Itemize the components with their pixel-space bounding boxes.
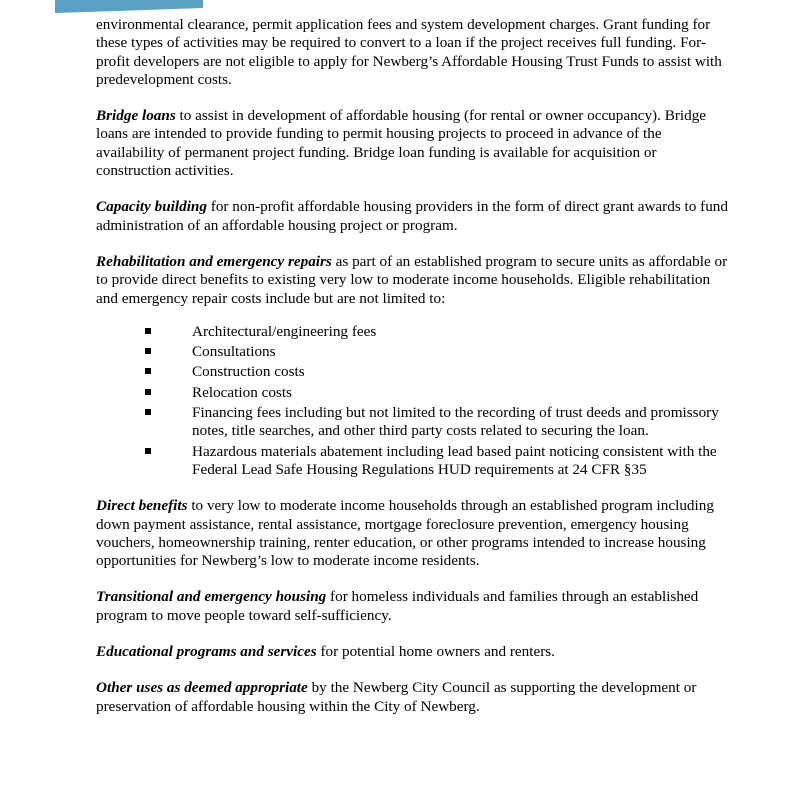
list-item bbox=[96, 363, 731, 381]
rehabilitation-text: as part of an established program to secure units as affordable or to provide direct benefits to existing very low to moderate income households. Eligible rehabilitation and emergency repair costs include but are not limited to: bbox=[96, 252, 728, 307]
list-item-text: Consultations bbox=[192, 343, 276, 361]
list-item bbox=[96, 404, 731, 441]
transitional-housing-text: for homeless individuals and families through an established program to move people toward self-sufficiency. bbox=[96, 588, 699, 624]
capacity-building-text: for non-profit affordable housing providers in the form of direct grant awards to fund administration of an affordable housing project or program. bbox=[96, 198, 728, 234]
square-bullet-icon bbox=[145, 389, 151, 395]
document-page bbox=[96, 16, 731, 734]
bridge-loans-paragraph bbox=[96, 107, 731, 180]
list-item bbox=[96, 343, 731, 361]
square-bullet-icon bbox=[145, 448, 151, 454]
educational-programs-paragraph bbox=[96, 643, 731, 661]
bridge-loans-text: to assist in development of affordable housing (for rental or owner occupancy). Bridge loans are intended to provide funding to permit housing projects to proceed in advance of the availability of permanent project funding. Bridge loan funding is available for acquisition or construction activities. bbox=[96, 107, 707, 180]
educational-programs-text: for potential home owners and renters. bbox=[316, 643, 555, 661]
other-uses-paragraph bbox=[96, 679, 731, 716]
list-item-text: Architectural/engineering fees bbox=[192, 322, 377, 340]
direct-benefits-heading: Direct benefits bbox=[96, 497, 188, 515]
square-bullet-icon bbox=[145, 409, 151, 415]
direct-benefits-text: to very low to moderate income households through an established program including down payment assistance, rental assistance, mortgage foreclosure prevention, emergency housing vouchers, homeownership training, renter education, or other programs intended to increase housing opportunities for Newberg’s low to moderate income residents. bbox=[96, 497, 714, 570]
educational-programs-heading: Educational programs and services bbox=[96, 643, 317, 661]
capacity-building-paragraph bbox=[96, 198, 731, 235]
eligible-costs-list bbox=[96, 323, 731, 479]
list-item-text: Hazardous materials abatement including lead based paint noticing consistent with the Federal Lead Safe Housing Regulations HUD requirements at 24 CFR §35 bbox=[192, 442, 717, 478]
other-uses-heading: Other uses as deemed appropriate bbox=[96, 679, 308, 697]
intro-paragraph: environmental clearance, permit application fees and system development charges. Grant funding for these types of activities may be required to convert to a loan if the project receives full funding. For-profit developers are not eligible to apply for Newberg’s Affordable Housing Trust Funds to assist with predevelopment costs. bbox=[96, 16, 722, 88]
list-item bbox=[96, 323, 731, 341]
direct-benefits-paragraph bbox=[96, 497, 731, 570]
rehabilitation-paragraph bbox=[96, 253, 731, 308]
list-item-text: Relocation costs bbox=[192, 383, 292, 401]
transitional-housing-paragraph bbox=[96, 588, 731, 625]
list-item-text: Construction costs bbox=[192, 363, 305, 381]
rehabilitation-heading: Rehabilitation and emergency repairs bbox=[96, 252, 332, 270]
bridge-loans-heading: Bridge loans bbox=[96, 107, 176, 125]
list-item bbox=[96, 384, 731, 402]
capacity-building-heading: Capacity building bbox=[96, 198, 207, 216]
transitional-housing-heading: Transitional and emergency housing bbox=[96, 588, 327, 606]
header-banner-decoration bbox=[55, 0, 203, 13]
list-item-text: Financing fees including but not limited to the recording of trust deeds and promissory notes, title searches, and other third party costs related to securing the loan. bbox=[192, 404, 719, 440]
list-item bbox=[96, 443, 731, 480]
square-bullet-icon bbox=[145, 328, 151, 334]
square-bullet-icon bbox=[145, 348, 151, 354]
other-uses-text: by the Newberg City Council as supporting the development or preservation of affordable housing within the City of Newberg. bbox=[96, 679, 697, 715]
square-bullet-icon bbox=[145, 368, 151, 374]
